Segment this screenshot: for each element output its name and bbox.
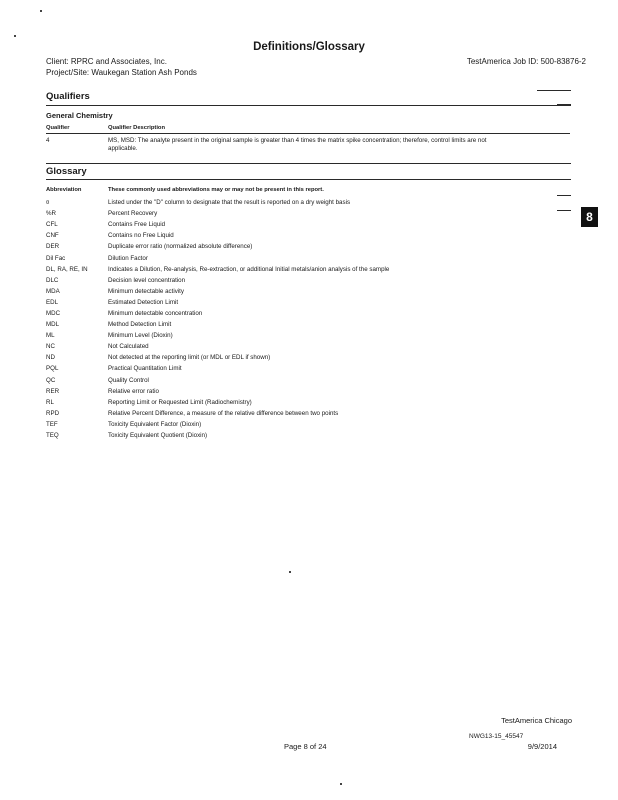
glossary-abbreviation: PQL	[46, 365, 59, 373]
scan-speck	[340, 783, 342, 785]
glossary-description: Contains no Free Liquid	[108, 232, 174, 240]
glossary-row	[46, 286, 566, 297]
glossary-intro: These commonly used abbreviations may or may not be present in this report.	[108, 187, 324, 193]
column-header-rule	[46, 133, 566, 134]
glossary-description: Not detected at the reporting limit (or MDL or EDL if shown)	[108, 354, 271, 362]
job-id: TestAmerica Job ID: 500-83876-2	[466, 57, 586, 66]
section-tab-8: 8	[581, 207, 598, 227]
glossary-row	[46, 264, 566, 275]
glossary-heading: Glossary	[46, 166, 87, 177]
glossary-row	[46, 330, 566, 341]
qualifiers-heading: Qualifiers	[46, 91, 90, 102]
glossary-row	[46, 197, 566, 208]
glossary-row	[46, 241, 566, 252]
glossary-abbreviation: NC	[46, 343, 55, 351]
glossary-description: Duplicate error ratio (normalized absolute difference)	[108, 243, 253, 251]
glossary-description: Estimated Detection Limit	[108, 298, 179, 306]
glossary-abbreviation: MDL	[46, 321, 60, 329]
glossary-row	[46, 230, 566, 241]
glossary-description: Minimum detectable concentration	[108, 309, 203, 317]
glossary-description: Percent Recovery	[108, 210, 158, 218]
glossary-description: Not Calculated	[108, 343, 149, 351]
report-date: 9/9/2014	[527, 742, 557, 751]
glossary-row	[46, 430, 566, 441]
glossary-abbreviation: TEF	[46, 420, 58, 428]
glossary-abbreviation: ¤	[46, 199, 50, 207]
glossary-description: Toxicity Equivalent Quotient (Dioxin)	[108, 432, 208, 440]
section-rule	[46, 179, 571, 180]
glossary-row	[46, 275, 566, 286]
scan-speck	[40, 10, 42, 12]
glossary-row	[46, 219, 566, 230]
glossary-description: Toxicity Equivalent Factor (Dioxin)	[108, 420, 202, 428]
glossary-description: Quality Control	[108, 376, 149, 384]
glossary-row	[46, 319, 566, 330]
glossary-abbreviation: TEQ	[46, 432, 59, 440]
glossary-description: Relative Percent Difference, a measure of the relative difference between two points	[108, 409, 339, 417]
qualifier-description: MS, MSD: The analyte present in the original sample is greater than 4 times the matrix spike concentration; therefore, control limits are not	[108, 137, 487, 144]
margin-tick	[537, 90, 571, 91]
glossary-table	[46, 197, 566, 441]
glossary-description: Relative error ratio	[108, 387, 159, 395]
glossary-row	[46, 408, 566, 419]
margin-tick	[560, 133, 570, 134]
glossary-description: Reporting Limit or Requested Limit (Radiochemistry)	[108, 398, 252, 406]
scan-speck	[289, 571, 291, 573]
glossary-description: Minimum Level (Dioxin)	[108, 332, 173, 340]
glossary-row	[46, 375, 566, 386]
glossary-description: Decision level concentration	[108, 276, 186, 284]
glossary-abbreviation: EDL	[46, 298, 59, 306]
glossary-abbreviation: DER	[46, 243, 60, 251]
glossary-abbreviation: RER	[46, 387, 60, 395]
glossary-abbreviation: %R	[46, 210, 56, 218]
qualifier-code: 4	[46, 137, 50, 144]
abbreviation-column-header: Abbreviation	[46, 187, 82, 193]
glossary-description: Listed under the "D" column to designate that the result is reported on a dry weight basis	[108, 199, 351, 207]
glossary-description: Method Detection Limit	[108, 321, 172, 329]
glossary-abbreviation: CFL	[46, 221, 58, 229]
glossary-row	[46, 341, 566, 352]
glossary-row	[46, 419, 566, 430]
glossary-row	[46, 297, 566, 308]
section-rule	[46, 105, 571, 106]
glossary-row	[46, 252, 566, 263]
lab-name: TestAmerica Chicago	[501, 716, 572, 725]
glossary-abbreviation: RL	[46, 398, 54, 406]
qualifier-description-column-header: Qualifier Description	[108, 125, 166, 131]
glossary-description: Contains Free Liquid	[108, 221, 166, 229]
glossary-description: Practical Quantitation Limit	[108, 365, 182, 373]
glossary-description: Dilution Factor	[108, 254, 148, 262]
glossary-abbreviation: RPD	[46, 409, 60, 417]
document-id: NWG13-15_45547	[469, 733, 524, 740]
glossary-abbreviation: Dil Fac	[46, 254, 66, 262]
qualifier-group-heading: General Chemistry	[46, 111, 113, 120]
glossary-abbreviation: MDC	[46, 309, 61, 317]
glossary-row	[46, 386, 566, 397]
glossary-abbreviation: ML	[46, 332, 55, 340]
qualifier-description-continued: applicable.	[108, 145, 138, 152]
glossary-abbreviation: QC	[46, 376, 56, 384]
section-rule	[46, 163, 571, 164]
glossary-abbreviation: CNF	[46, 232, 59, 240]
glossary-abbreviation: DL, RA, RE, IN	[46, 265, 88, 273]
glossary-abbreviation: ND	[46, 354, 55, 362]
glossary-abbreviation: MDA	[46, 287, 60, 295]
glossary-row	[46, 363, 566, 374]
scan-speck	[14, 35, 16, 37]
glossary-row	[46, 308, 566, 319]
glossary-row	[46, 352, 566, 363]
glossary-description: Minimum detectable activity	[108, 287, 184, 295]
glossary-row	[46, 397, 566, 408]
client-line: Client: RPRC and Associates, Inc.	[46, 57, 167, 66]
margin-tick	[557, 195, 571, 196]
glossary-description: Indicates a Dilution, Re-analysis, Re-extraction, or additional Initial metals/anion analysis of the sample	[108, 265, 390, 273]
project-site-line: Project/Site: Waukegan Station Ash Ponds	[46, 68, 197, 77]
page-title: Definitions/Glossary	[253, 41, 365, 53]
page-number: Page 8 of 24	[284, 742, 327, 751]
glossary-abbreviation: DLC	[46, 276, 59, 284]
glossary-row	[46, 208, 566, 219]
qualifier-column-header: Qualifier	[46, 125, 70, 131]
